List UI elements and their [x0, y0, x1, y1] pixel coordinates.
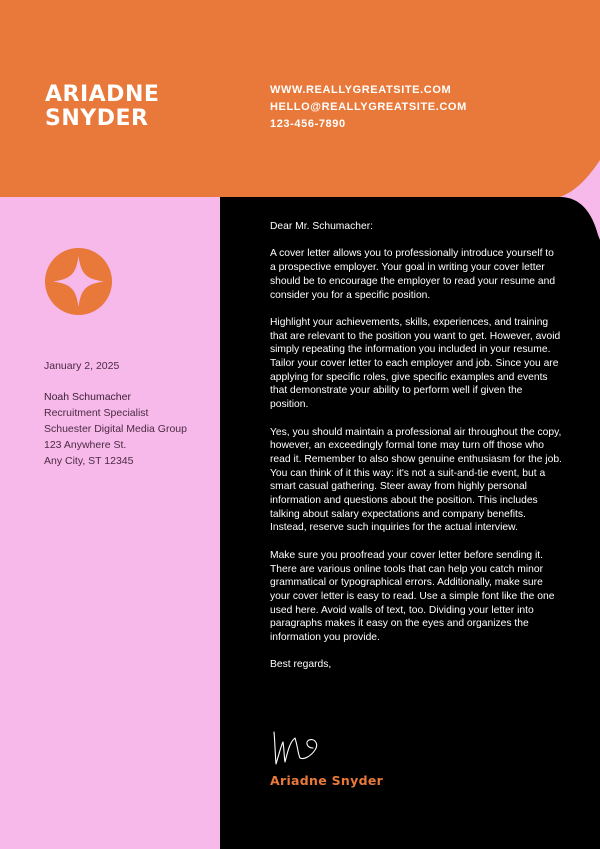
contact-info [270, 82, 467, 133]
letter-body [270, 220, 562, 686]
recipient-block [44, 389, 187, 469]
four-point-star-icon [45, 248, 112, 315]
recipient-name: Noah Schumacher [44, 391, 131, 403]
applicant-name [45, 83, 159, 131]
name-line-2: SNYDER [45, 106, 149, 131]
paragraph-2: Highlight your achievements, skills, experiences, and training that are relevant to the position you want to get. However, avoid simply repeating the information you included in your resume. Tailor your cover letter to each employer and job. Since you are applying for specific roles, give specific examples and events that demonstrate your ability to perform well if given the position. [270, 316, 561, 411]
letter-date: January 2, 2025 [44, 360, 120, 372]
recipient-company: Schuester Digital Media Group [44, 423, 187, 435]
name-line-1: ARIADNE [45, 82, 160, 107]
website-text: WWW.REALLYGREATSITE.COM [270, 84, 452, 96]
paragraph-1: A cover letter allows you to professionally introduce yourself to a prospective employer. Your goal in writing your cover letter should be to encourage the employer to read your resume and consider you for a specific position. [270, 248, 556, 301]
recipient-address-2: Any City, ST 12345 [44, 455, 134, 467]
signature-name: Ariadne Snyder [270, 773, 384, 788]
recipient-title: Recruitment Specialist [44, 407, 149, 419]
closing: Best regards, [270, 659, 332, 671]
paragraph-4: Make sure you proofread your cover letter before sending it. There are various online tools that can help you catch minor grammatical or typographical errors. Additionally, make sure your cover letter is easy to read. Use a simple font like the one used here. Avoid walls of text, too. Dividing your letter into paragraphs makes it easy on the eyes and organizes the information you provide. [270, 549, 555, 644]
recipient-address-1: 123 Anywhere St. [44, 439, 127, 451]
salutation: Dear Mr. Schumacher: [270, 221, 374, 232]
phone-text: 123-456-7890 [270, 118, 346, 130]
email-text: HELLO@REALLYGREATSITE.COM [270, 101, 467, 113]
handwritten-signature [271, 724, 323, 768]
paragraph-3: Yes, you should maintain a professional air throughout the copy, however, an exceedingly formal tone may turn off those who read it. Remember to also show genuine enthusiasm for the job. You can think of it this way: it's not a suit-and-tie event, but a smart casual gathering. Steer away from highly personal information and questions about the position. This includes talking about salary expectations and company benefits. Instead, reserve such inquiries for the actual interview. [270, 426, 562, 534]
